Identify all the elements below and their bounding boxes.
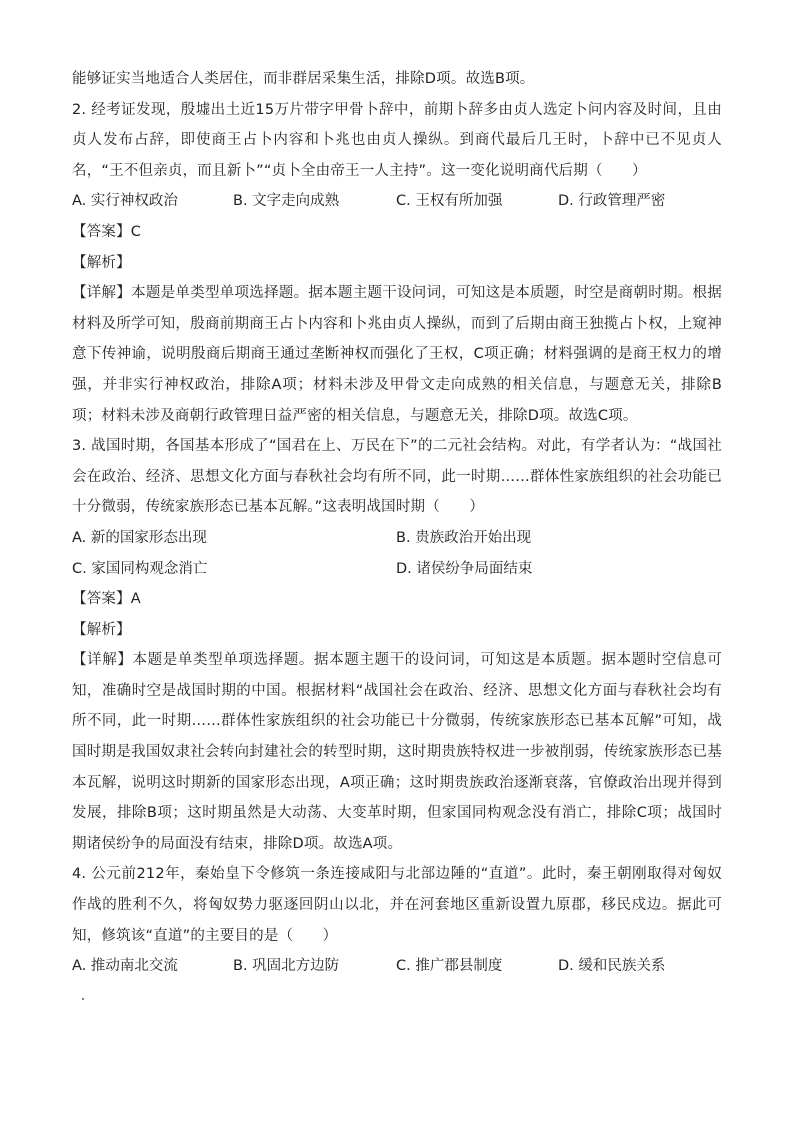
q4-option-c[interactable]: C. 推广郡县制度 — [396, 958, 503, 975]
q3-answer: 【答案】A — [72, 591, 141, 608]
question-2-options — [72, 186, 722, 217]
question-4-options — [72, 951, 722, 982]
document-page — [72, 64, 722, 982]
q4-option-b[interactable]: B. 巩固北方边防 — [233, 958, 340, 975]
q1-analysis-tail: 能够证实当地适合人类居住，而非群居采集生活，排除D项。故选B项。 — [72, 71, 535, 87]
q2-answer: 【答案】C — [72, 223, 142, 240]
q3-analysis-label: 【解析】 — [72, 621, 131, 638]
stray-mark — [82, 998, 84, 1000]
q2-option-d[interactable]: D. 行政管理严密 — [558, 193, 666, 210]
question-3-options-row1 — [72, 523, 722, 554]
q2-detail: 【详解】本题是单类型单项选择题。据本题主题干设问词，可知这是本质题，时空是商朝时期。根据材料及所学可知，殷商前期商王占卜内容和卜兆由贞人操纵，而到了后期由商王独揽占卜权，上窥神意下传神谕，说明殷商后期商王通过垄断神权而强化了王权，C项正确；材料强调的是商王权力的增强，并非实行神权政治，排除A项；材料未涉及甲骨文走向成熟的相关信息，与题意无关，排除B项；材料未涉及商朝行政管理日益严密的相关信息，与题意无关，排除D项。故选C项。 — [72, 285, 722, 424]
q4-option-d[interactable]: D. 缓和民族关系 — [558, 958, 666, 975]
q2-analysis-label: 【解析】 — [72, 254, 131, 271]
q3-option-d[interactable]: D. 诸侯纷争局面结束 — [396, 560, 533, 577]
q3-option-c[interactable]: C. 家国同构观念消亡 — [72, 560, 208, 577]
q3-option-b[interactable]: B. 贵族政治开始出现 — [396, 529, 532, 546]
question-2-stem: 2. 经考证发现，殷墟出土近15万片带字甲骨卜辞中，前期卜辞多由贞人选定卜问内容及时间，且由贞人发布占辞，即使商王占卜内容和卜兆也由贞人操纵。到商代最后几王时，卜辞中已不见贞人名，“王不但亲贞，而且新卜”“贞卜全由帝王一人主持”。这一变化说明商代后期（ ） — [72, 101, 722, 179]
q2-option-a[interactable]: A. 实行神权政治 — [72, 193, 178, 210]
q2-option-c[interactable]: C. 王权有所加强 — [396, 193, 503, 210]
q3-option-a[interactable]: A. 新的国家形态出现 — [72, 529, 207, 546]
q3-detail: 【详解】本题是单类型单项选择题。据本题主题干的设问词，可知这是本质题。据本题时空信息可知，准确时空是战国时期的中国。根据材料“战国社会在政治、经济、思想文化方面与春秋社会均有所不同，此一时期……群体性家族组织的社会功能已十分微弱，传统家族形态已基本瓦解”可知，战国时期是我国奴隶社会转向封建社会的转型时期，这时期贵族特权进一步被削弱，传统家族形态已基本瓦解，说明这时期新的国家形态出现，A项正确；这时期贵族政治逐渐衰落，官僚政治出现并得到发展，排除B项；这时期虽然是大动荡、大变革时期，但家国同构观念没有消亡，排除C项；战国时期诸侯纷争的局面没有结束，排除D项。故选A项。 — [72, 652, 722, 852]
question-3-stem: 3. 战国时期，各国基本形成了“国君在上、万民在下”的二元社会结构。对此，有学者认为：“战国社会在政治、经济、思想文化方面与春秋社会均有所不同，此一时期……群体性家族组织的社会功能已十分微弱，传统家族形态已基本瓦解。”这表明战国时期（ ） — [72, 438, 722, 516]
question-3-options-row2 — [72, 554, 722, 585]
question-4-stem: 4. 公元前212年，秦始皇下令修筑一条连接咸阳与北部边陲的“直道”。此时，秦王朝刚取得对匈奴作战的胜利不久，将匈奴势力驱逐回阴山以北，并在河套地区重新设置九原郡，移民戍边。据此可知，修筑该“直道”的主要目的是（ ） — [72, 866, 722, 944]
q2-option-b[interactable]: B. 文字走向成熟 — [233, 193, 340, 210]
q4-option-a[interactable]: A. 推动南北交流 — [72, 958, 178, 975]
